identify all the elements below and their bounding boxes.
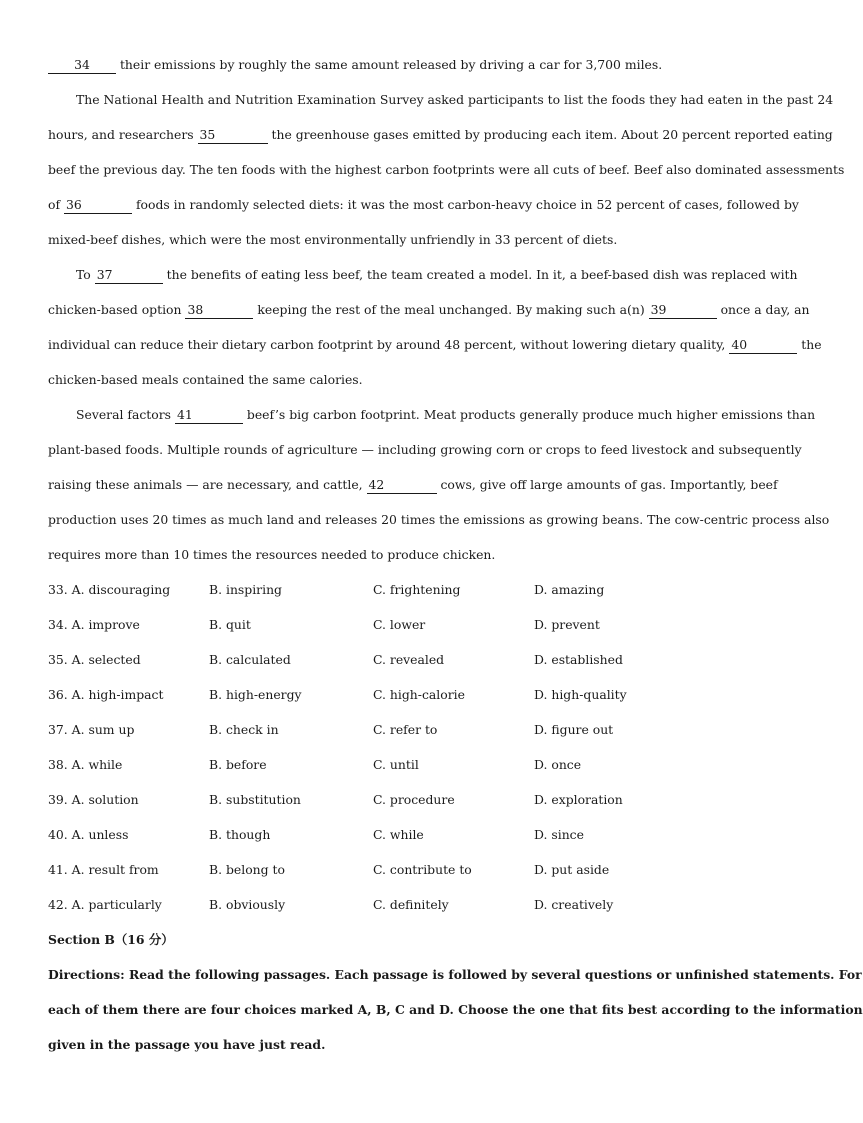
option-b: B. though: [209, 827, 271, 842]
option-d: D. established: [534, 652, 623, 667]
option-a: 38. A. while: [48, 757, 123, 772]
passage-line: raising these animals — are necessary, and cattle, 42 cows, give off large amounts of gas. Importantly, beef: [48, 477, 778, 492]
option-c: C. lower: [373, 617, 426, 632]
passage-line: individual can reduce their dietary carbon footprint by around 48 percent, without lowering dietary quality, 40 the: [48, 337, 822, 352]
question-options-40: [48, 822, 746, 857]
passage-line: The National Health and Nutrition Examination Survey asked participants to list the foods they had eaten in the past 24: [76, 92, 834, 107]
blank-41: 41: [175, 407, 243, 424]
passage-line: Several factors 41 beef’s big carbon footprint. Meat products generally produce much higher emissions than: [76, 407, 816, 422]
option-a: 34. A. improve: [48, 617, 140, 632]
option-c: C. definitely: [373, 897, 449, 912]
question-options-36: [48, 682, 746, 717]
passage-line: To 37 the benefits of eating less beef, the team created a model. In it, a beef-based dish was replaced with: [76, 267, 798, 282]
option-d: D. put aside: [534, 862, 610, 877]
question-options-37: [48, 717, 746, 752]
passage-line: production uses 20 times as much land and releases 20 times the emissions as growing beans. The cow-centric process also: [48, 512, 830, 527]
directions-line: Directions: Read the following passages. Each passage is followed by several questions or unfinished statements. For: [48, 967, 862, 982]
exam-page: [48, 52, 863, 1067]
passage-line: mixed-beef dishes, which were the most environmentally unfriendly in 33 percent of diets.: [48, 232, 618, 247]
option-b: B. high-energy: [209, 687, 302, 702]
option-b: B. calculated: [209, 652, 291, 667]
option-d: D. once: [534, 757, 582, 772]
question-options-34: [48, 612, 746, 647]
option-d: D. since: [534, 827, 584, 842]
blank-35: 35: [198, 127, 268, 144]
option-b: B. quit: [209, 617, 251, 632]
question-options-41: [48, 857, 746, 892]
option-a: 33. A. discouraging: [48, 582, 171, 597]
option-a: 36. A. high-impact: [48, 687, 164, 702]
option-a: 42. A. particularly: [48, 897, 162, 912]
passage-line: requires more than 10 times the resources needed to produce chicken.: [48, 547, 496, 562]
blank-42: 42: [367, 477, 437, 494]
blank-39: 39: [649, 302, 717, 319]
option-c: C. while: [373, 827, 424, 842]
blank-38: 38: [185, 302, 253, 319]
option-b: B. before: [209, 757, 267, 772]
passage-line: hours, and researchers 35 the greenhouse gases emitted by producing each item. About 20 percent reported eating: [48, 127, 833, 142]
passage-line: chicken-based meals contained the same calories.: [48, 372, 363, 387]
option-a: 39. A. solution: [48, 792, 139, 807]
option-b: B. obviously: [209, 897, 286, 912]
passage-line: 34 their emissions by roughly the same amount released by driving a car for 3,700 miles.: [48, 52, 746, 87]
option-a: 40. A. unless: [48, 827, 129, 842]
passage-line: beef the previous day. The ten foods with the highest carbon footprints were all cuts of beef. Beef also dominated assessments: [48, 162, 845, 177]
question-options-38: [48, 752, 746, 787]
option-b: B. belong to: [209, 862, 285, 877]
passage-line: chicken-based option 38 keeping the rest of the meal unchanged. By making such a(n) 39 once a day, an: [48, 302, 810, 317]
option-c: C. revealed: [373, 652, 445, 667]
option-c: C. contribute to: [373, 862, 472, 877]
blank-37: 37: [95, 267, 163, 284]
option-c: C. high-calorie: [373, 687, 465, 702]
blank-34: 34: [48, 57, 116, 74]
question-options-42: [48, 892, 746, 927]
question-options-39: [48, 787, 746, 822]
option-b: B. check in: [209, 722, 279, 737]
option-a: 37. A. sum up: [48, 722, 135, 737]
option-a: 35. A. selected: [48, 652, 141, 667]
option-d: D. high-quality: [534, 687, 627, 702]
options-list: [48, 577, 746, 927]
blank-36: 36: [64, 197, 132, 214]
option-c: C. procedure: [373, 792, 455, 807]
passage-line: plant-based foods. Multiple rounds of agriculture — including growing corn or crops to feed livestock and subsequently: [48, 442, 802, 457]
option-c: C. frightening: [373, 582, 461, 597]
section-b-title: Section B（16 分）: [48, 932, 174, 947]
option-d: D. amazing: [534, 582, 605, 597]
directions-line: each of them there are four choices marked A, B, C and D. Choose the one that fits best according to the information: [48, 1002, 863, 1017]
question-options-33: [48, 577, 746, 612]
option-b: B. substitution: [209, 792, 301, 807]
option-c: C. until: [373, 757, 419, 772]
question-options-35: [48, 647, 746, 682]
directions-line: given in the passage you have just read.: [48, 1037, 326, 1052]
option-d: D. figure out: [534, 722, 614, 737]
option-c: C. refer to: [373, 722, 438, 737]
option-d: D. exploration: [534, 792, 623, 807]
option-b: B. inspiring: [209, 582, 282, 597]
option-a: 41. A. result from: [48, 862, 159, 877]
passage-line: of 36 foods in randomly selected diets: it was the most carbon-heavy choice in 52 percent of cases, followed by: [48, 197, 799, 212]
blank-40: 40: [729, 337, 797, 354]
option-d: D. creatively: [534, 897, 614, 912]
option-d: D. prevent: [534, 617, 600, 632]
